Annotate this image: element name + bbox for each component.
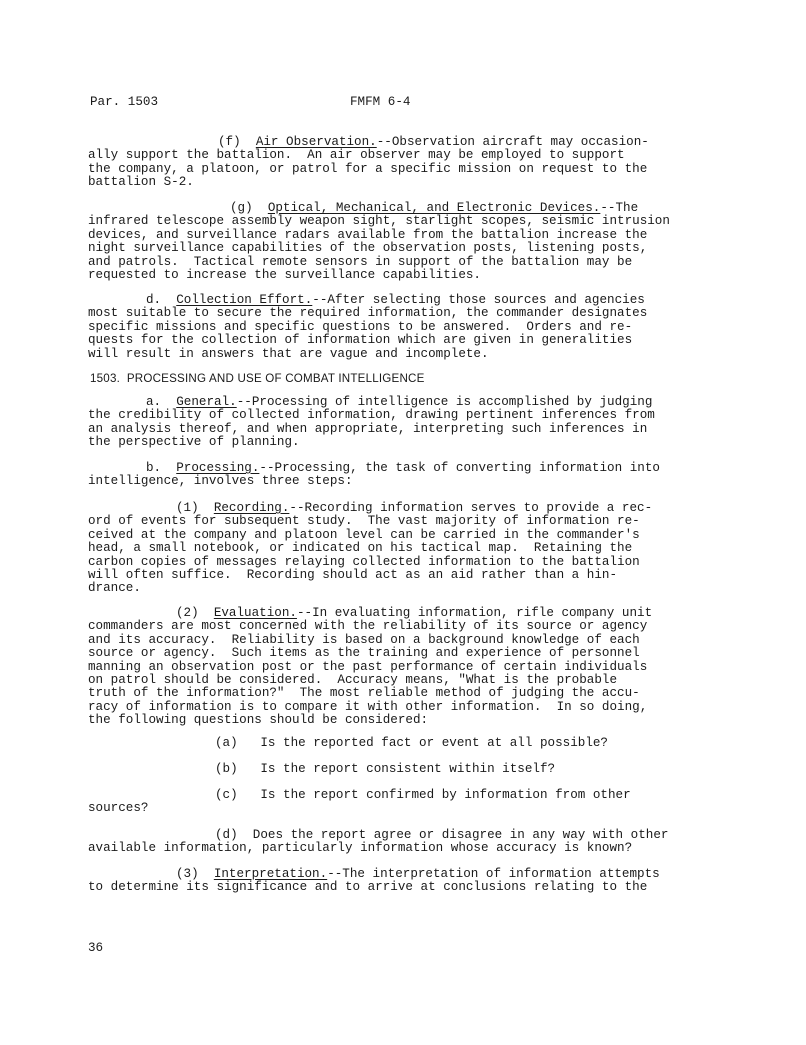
paragraph-label: b. xyxy=(146,461,162,475)
paragraph-line: on patrol should be considered. Accuracy means, "What is the probable xyxy=(88,672,618,687)
paragraph-title: Interpretation. xyxy=(213,867,328,881)
paragraph-d xyxy=(88,294,708,361)
paragraph-line: and patrols. Tactical remote sensors in support of the battalion may be xyxy=(88,254,633,269)
paragraph-line: ord of events for subsequent study. The vast majority of information re- xyxy=(88,514,640,529)
paragraph-title: Recording. xyxy=(213,501,290,515)
paragraph-line: source or agency. Such items as the training and experience of personnel xyxy=(88,646,640,661)
paragraph-title: General. xyxy=(176,395,237,409)
paragraph-g xyxy=(88,202,708,282)
paragraph-line: the credibility of collected information, drawing pertinent inferences from xyxy=(88,408,655,423)
header-manual-title: FMFM 6-4 xyxy=(350,95,411,109)
paragraph-line: specific missions and specific questions to be answered. Orders and re- xyxy=(88,319,633,334)
paragraph-2 xyxy=(88,607,708,728)
question-d-continuation: available information, particularly information whose accuracy is known? xyxy=(88,841,633,855)
paragraph-line: battalion S-2. xyxy=(88,175,194,190)
paragraph-line: and its accuracy. Reliability is based on a background knowledge of each xyxy=(88,632,640,647)
paragraph-f xyxy=(88,136,708,190)
paragraph-line: carbon copies of messages relaying collected information to the battalion xyxy=(88,554,640,569)
question-a: (a) Is the reported fact or event at all possible? xyxy=(215,736,608,750)
paragraph-line: truth of the information?" The most reliable method of judging the accu- xyxy=(88,686,640,701)
question-b: (b) Is the report consistent within itself? xyxy=(215,762,556,776)
paragraph-line: to determine its significance and to arrive at conclusions relating to the xyxy=(88,880,648,895)
paragraph-line: will often suffice. Recording should act as an aid rather than a hin- xyxy=(88,567,618,582)
paragraph-line: requested to increase the surveillance capabilities. xyxy=(88,267,481,282)
paragraph-line: the following questions should be considered: xyxy=(88,713,429,728)
question-c: (c) Is the report confirmed by information from other xyxy=(215,788,631,802)
paragraph-b xyxy=(88,462,708,489)
paragraph-line: night surveillance capabilities of the observation posts, listening posts, xyxy=(88,241,648,256)
paragraph-line: head, a small notebook, or indicated on his tactical map. Retaining the xyxy=(88,541,633,556)
paragraph-line: --Recording information serves to provide a rec- xyxy=(289,501,653,515)
paragraph-line: racy of information is to compare it with other information. In so doing, xyxy=(88,699,648,714)
paragraph-line: quests for the collection of information which are given in generalities xyxy=(88,333,633,348)
paragraph-title: Air Observation. xyxy=(255,135,377,149)
paragraph-line: intelligence, involves three steps: xyxy=(88,474,353,489)
paragraph-label: (g) xyxy=(230,201,253,215)
paragraph-3 xyxy=(88,868,708,895)
page-number: 36 xyxy=(88,941,104,955)
paragraph-line: devices, and surveillance radars available from the battalion increase the xyxy=(88,227,648,242)
paragraph-line: an analysis thereof, and when appropriate, interpreting such inferences in xyxy=(88,421,648,436)
paragraph-line: the company, a platoon, or patrol for a specific mission on request to the xyxy=(88,161,648,176)
paragraph-label: a. xyxy=(146,395,162,409)
paragraph-title: Evaluation. xyxy=(213,606,297,620)
paragraph-label: (3) xyxy=(176,867,199,881)
paragraph-line: manning an observation post or the past performance of certain individuals xyxy=(88,659,648,674)
section-number: 1503. xyxy=(90,372,121,385)
paragraph-label: d. xyxy=(146,293,162,307)
paragraph-label: (f) xyxy=(218,135,241,149)
paragraph-line: most suitable to secure the required information, the commander designates xyxy=(88,306,648,321)
question-c-continuation: sources? xyxy=(88,801,149,815)
paragraph-1 xyxy=(88,502,708,596)
paragraph-label: (2) xyxy=(176,606,199,620)
paragraph-line: will result in answers that are vague and incomplete. xyxy=(88,346,489,361)
paragraph-line: --After selecting those sources and agencies xyxy=(312,293,645,307)
paragraph-line: ally support the battalion. An air observer may be employed to support xyxy=(88,148,625,163)
paragraph-line: drance. xyxy=(88,581,141,596)
paragraph-line: --The xyxy=(600,201,639,215)
paragraph-line: --The interpretation of information attempts xyxy=(327,867,660,881)
paragraph-label: (1) xyxy=(176,501,199,515)
paragraph-line: ceived at the company and platoon level can be carried in the commander's xyxy=(88,527,640,542)
paragraph-line: infrared telescope assembly weapon sight, starlight scopes, seismic intrusion xyxy=(88,214,670,229)
paragraph-line: --Observation aircraft may occasion- xyxy=(376,135,649,149)
paragraph-title: Optical, Mechanical, and Electronic Devices. xyxy=(267,201,601,215)
paragraph-title: Collection Effort. xyxy=(176,293,313,307)
section-heading xyxy=(90,372,425,385)
paragraph-line: --In evaluating information, rifle company unit xyxy=(296,606,653,620)
paragraph-a xyxy=(88,396,708,450)
header-paragraph-ref: Par. 1503 xyxy=(90,95,159,109)
paragraph-line: --Processing of intelligence is accomplished by judging xyxy=(236,395,653,409)
section-title: PROCESSING AND USE OF COMBAT INTELLIGENCE xyxy=(126,372,425,385)
paragraph-line: the perspective of planning. xyxy=(88,435,300,450)
paragraph-line: commanders are most concerned with the reliability of its source or agency xyxy=(88,619,648,634)
paragraph-title: Processing. xyxy=(176,461,260,475)
question-d: (d) Does the report agree or disagree in any way with other xyxy=(215,828,669,842)
paragraph-line: --Processing, the task of converting information into xyxy=(259,461,660,475)
